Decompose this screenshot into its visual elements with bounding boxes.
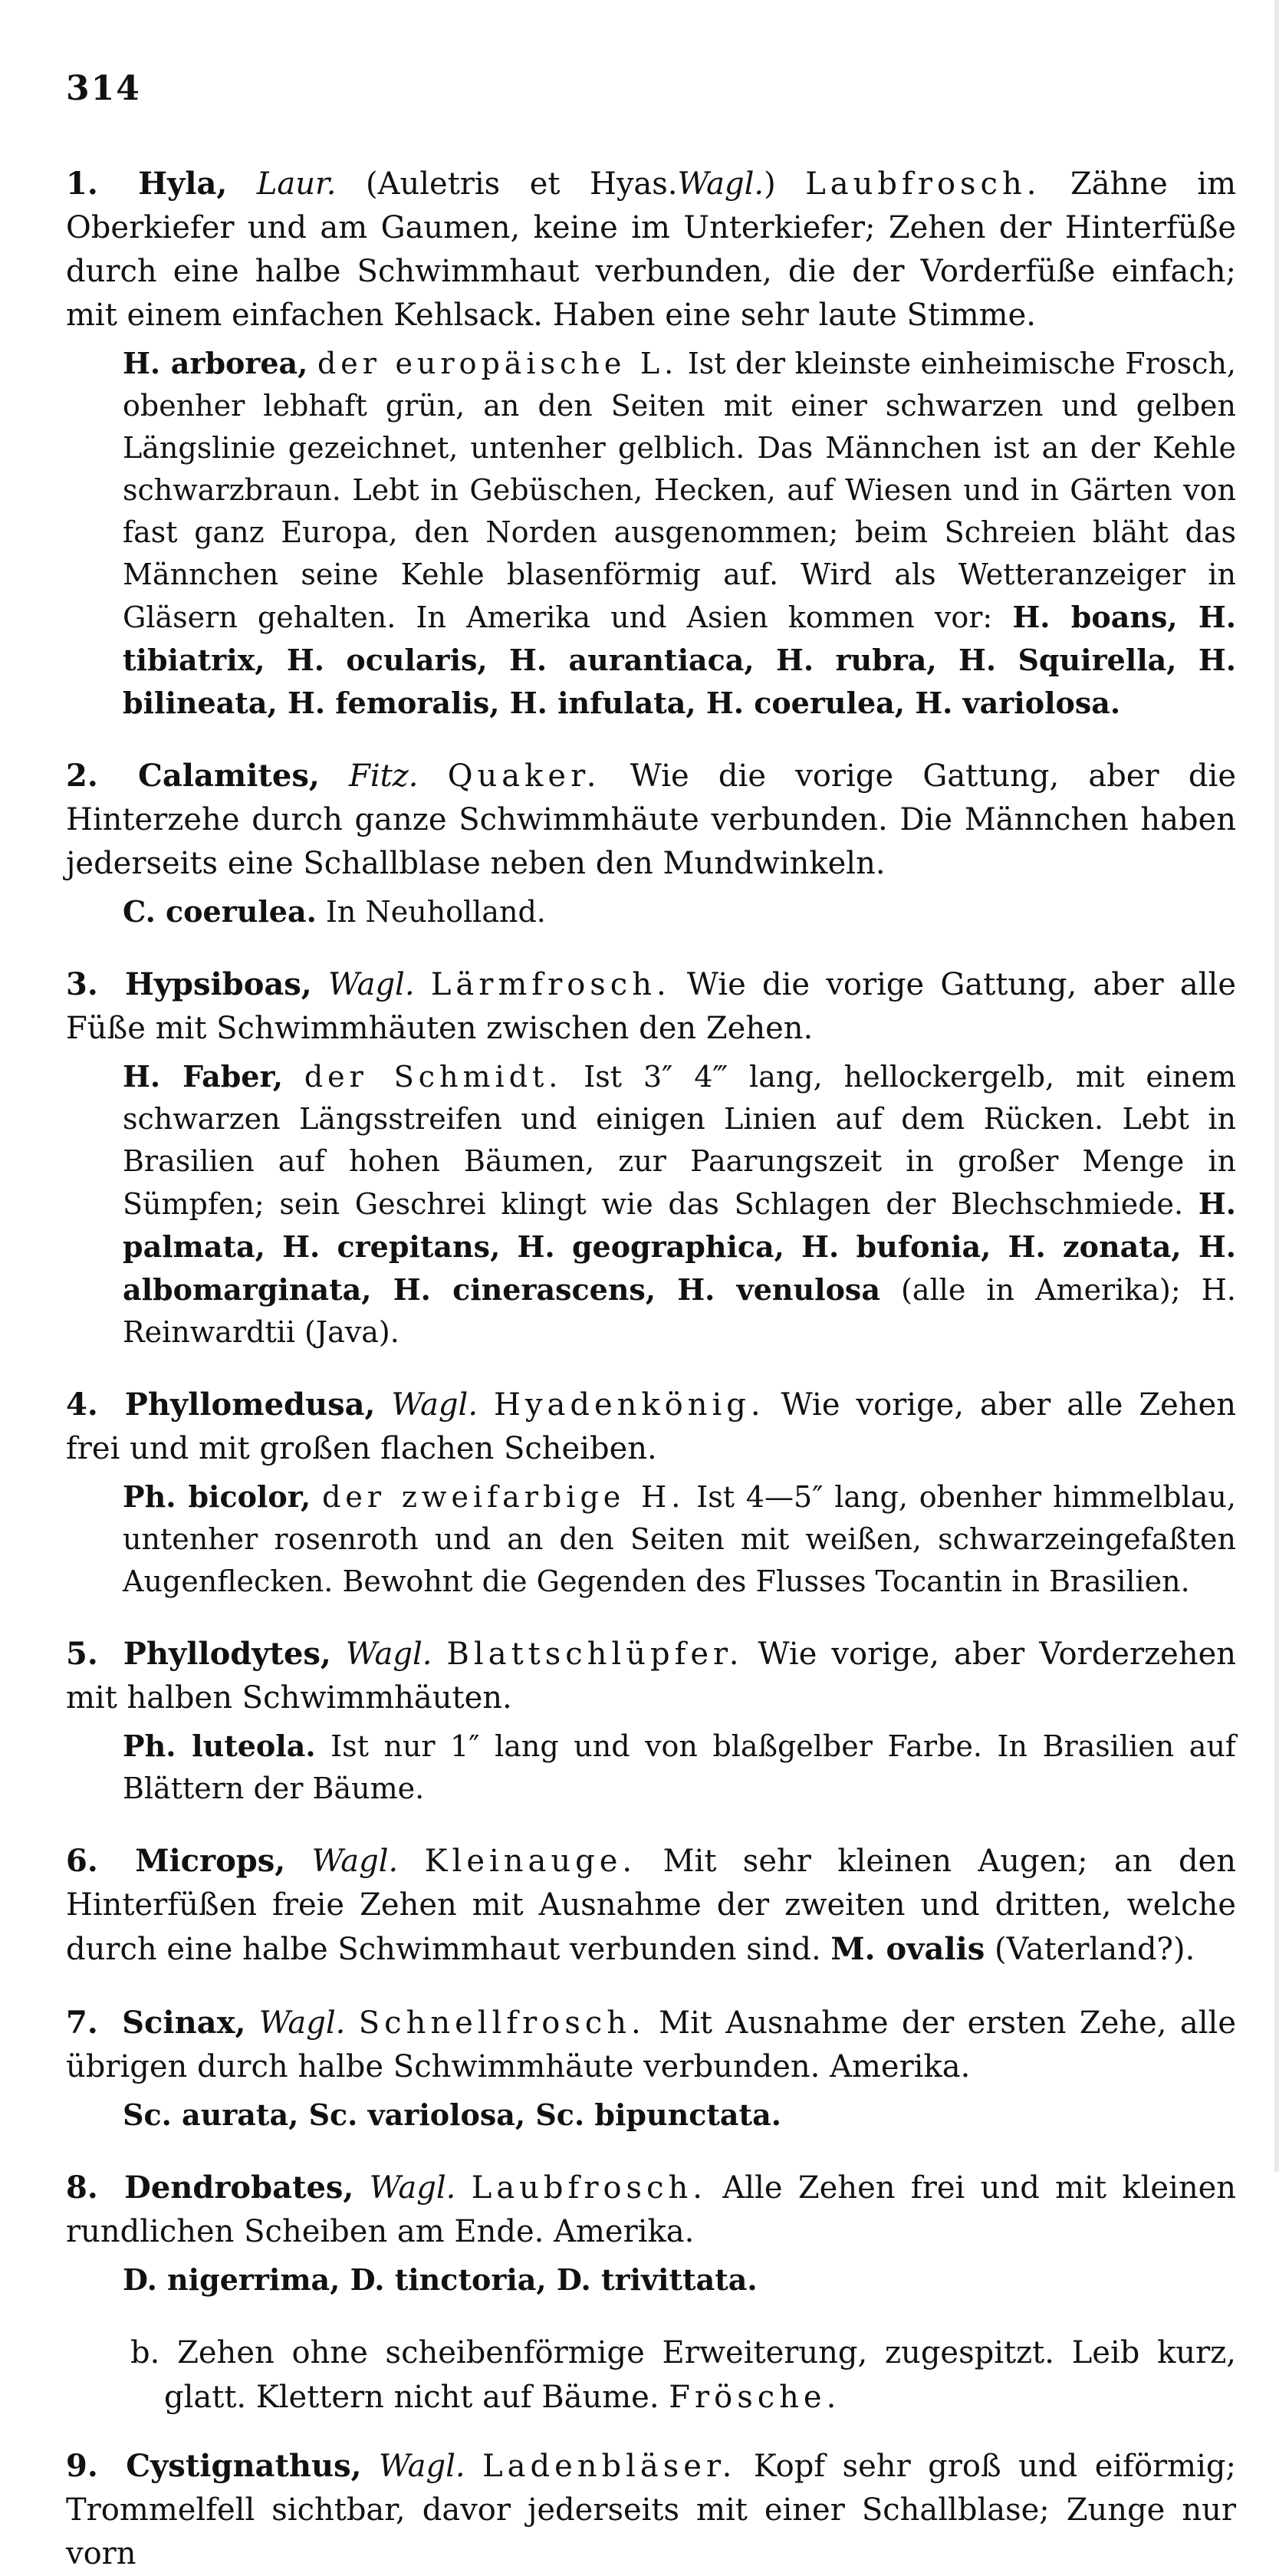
- genus-name: Hypsiboas,: [125, 966, 312, 1002]
- genus-entry-phyllomedusa: [66, 1383, 1236, 1603]
- species-paragraph: [66, 342, 1236, 725]
- genus-name: Calamites,: [138, 758, 320, 794]
- page-edge-shadow: [1274, 0, 1279, 2172]
- species-paragraph: [66, 2094, 1236, 2137]
- genus-author: Wagl.: [345, 1637, 432, 1672]
- genus-author: Wagl.: [369, 2170, 456, 2206]
- entry-number: 6.: [66, 1843, 98, 1879]
- genus-name: Hyla,: [138, 166, 228, 202]
- species-paragraph: [66, 1055, 1236, 1354]
- species-common-name: der europäische L.: [317, 347, 679, 380]
- species-paragraph: [66, 1725, 1236, 1810]
- entry-number: 8.: [66, 2170, 98, 2206]
- species-name: Ph. bicolor,: [123, 1479, 311, 1514]
- inline-species-note: (Vaterland?).: [995, 1932, 1195, 1967]
- inline-species-name: M. ovalis: [830, 1931, 985, 1967]
- genus-entry-phyllodytes: [66, 1632, 1236, 1810]
- subsection-common-name: Frösche.: [669, 2380, 841, 2415]
- subsection-text: Zehen ohne scheibenförmige Erweiterung, zugespitzt. Leib kurz, glatt. Klettern nicht auf Bäume.: [164, 2335, 1237, 2415]
- genus-paragraph: [66, 1632, 1236, 1720]
- species-paragraph: [66, 1476, 1236, 1603]
- species-common-name: der zweifarbige H.: [322, 1480, 686, 1514]
- genus-entry-scinax: [66, 2001, 1236, 2137]
- genus-author: Wagl.: [379, 2449, 465, 2484]
- species-name: H. arborea,: [123, 346, 308, 380]
- common-name: Laubfrosch.: [805, 166, 1041, 202]
- entry-number: 1.: [66, 166, 98, 202]
- genus-paragraph: [66, 162, 1236, 337]
- species-list: Sc. aurata, Sc. variolosa, Sc. bipunctata.: [123, 2097, 781, 2132]
- genus-author: Wagl.: [258, 2005, 346, 2041]
- genus-entry-hyla: [66, 162, 1236, 725]
- species-description: Ist nur 1″ lang und von blaßgelber Farbe. In Brasilien auf Blättern der Bäume.: [123, 1729, 1236, 1805]
- genus-name: Cystignathus,: [126, 2448, 362, 2484]
- synonym-close: ): [764, 166, 776, 202]
- genus-description: Mit sehr kleinen Augen; an den Hinterfüßen freie Zehen mit Ausnahme der zweiten und dritten, welche durch eine halbe Schwimmhaut verbunden sind.: [66, 1844, 1237, 1967]
- species-description: In Neuholland.: [325, 895, 546, 929]
- species-list: H. boans, H. tibiatrix, H. ocularis, H. aurantiaca, H. rubra, H. Squirella, H. bilineata, H. femoralis, H. infulata, H. coerulea, H. variolosa.: [123, 600, 1236, 720]
- species-description: Ist 3″ 4‴ lang, hellockergelb, mit einem schwarzen Längsstreifen und einigen Linien auf dem Rücken. Lebt in Brasilien auf hohen Bäumen, zur Paarungszeit in großer Menge in Sümpfen; sein Geschrei klingt wie das Schlagen der Blechschmiede.: [123, 1060, 1236, 1221]
- genus-entry-microps: [66, 1839, 1236, 1972]
- page-number: 314: [66, 69, 141, 108]
- genus-name: Microps,: [135, 1843, 286, 1879]
- genus-name: Scinax,: [122, 2005, 246, 2041]
- genus-entry-hypsiboas: [66, 962, 1236, 1354]
- genus-description: Kopf sehr groß und eiförmig; Trommelfell sichtbar, davor jederseits mit einer Schallblase; Zunge nur vorn: [66, 2449, 1236, 2571]
- genus-author: Laur.: [256, 166, 337, 202]
- genus-paragraph: [66, 1383, 1236, 1471]
- genus-description: Wie vorige, aber alle Zehen frei und mit großen flachen Scheiben.: [66, 1387, 1237, 1466]
- entry-number: 7.: [66, 2005, 98, 2041]
- genus-author: Fitz.: [349, 758, 419, 794]
- genus-description: Mit Ausnahme der ersten Zehe, alle übrigen durch halbe Schwimmhäute verbunden. Amerika.: [66, 2005, 1236, 2084]
- genus-name: Dendrobates,: [124, 2170, 354, 2206]
- genus-description: Wie die vorige Gattung, aber alle Füße mit Schwimmhäuten zwischen den Zehen.: [66, 967, 1237, 1046]
- entry-number: 5.: [66, 1636, 98, 1672]
- entry-number: 9.: [66, 2448, 98, 2484]
- common-name: Quaker.: [447, 758, 601, 794]
- genus-name: Phyllomedusa,: [124, 1387, 376, 1423]
- common-name: Kleinauge.: [424, 1844, 637, 1879]
- common-name: Ladenbläser.: [482, 2449, 737, 2484]
- genus-description: Wie vorige, aber Vorderzehen mit halben Schwimmhäuten.: [66, 1637, 1237, 1716]
- common-name: Schnellfrosch.: [358, 2005, 646, 2041]
- genus-paragraph: [66, 2001, 1236, 2089]
- genus-description: Zähne im Oberkiefer und am Gaumen, keine im Unterkiefer; Zehen der Hinterfüße durch eine halbe Schwimmhaut verbunden, die der Vorderfüße einfach; mit einem einfachen Kehlsack. Haben eine sehr laute Stimme.: [66, 166, 1236, 333]
- genus-paragraph: [66, 2166, 1236, 2254]
- species-name: C. coerulea.: [123, 894, 317, 929]
- species-name: Ph. luteola.: [123, 1729, 316, 1763]
- genus-author: Wagl.: [327, 967, 415, 1002]
- species-description: Ist 4—5″ lang, obenher himmelblau, untenher rosenroth und an den Seiten mit weißen, schwarzeingefaßten Augenflecken. Bewohnt die Gegenden des Flusses Tocantin in Brasilien.: [123, 1480, 1236, 1598]
- genus-author: Wagl.: [391, 1387, 478, 1423]
- entry-number: 3.: [66, 966, 98, 1002]
- genus-author: Wagl.: [311, 1844, 399, 1879]
- synonym-open: (Auletris et Hyas.: [365, 166, 678, 202]
- entry-number: 2.: [66, 758, 98, 794]
- genus-paragraph: [66, 754, 1236, 886]
- common-name: Hyadenkönig.: [494, 1387, 765, 1423]
- genus-entry-dendrobates: [66, 2166, 1236, 2301]
- common-name: Blattschlüpfer.: [446, 1637, 744, 1672]
- synonym-author: Wagl.: [677, 166, 764, 202]
- subsection-b: [66, 2331, 1236, 2420]
- species-description: Ist der kleinste einheimische Frosch, obenher lebhaft grün, an den Seiten mit einer schwarzen und gelben Längslinie gezeichnet, untenher gelblich. Das Männchen ist an der Kehle schwarzbraun. Lebt in Gebüschen, Hecken, auf Wiesen und in Gärten von fast ganz Europa, den Norden ausgenommen; beim Schreien bläht das Männchen seine Kehle blasenförmig auf. Wird als Wetteranzeiger in Gläsern gehalten. In Amerika und Asien kommen vor:: [123, 347, 1236, 634]
- common-name: Lärmfrosch.: [430, 967, 671, 1002]
- species-paragraph: [66, 890, 1236, 933]
- genus-entry-calamites: [66, 754, 1236, 933]
- species-common-name: der Schmidt.: [304, 1060, 563, 1094]
- species-note: (alle in Amerika); H. Reinwardtii (Java).: [123, 1273, 1236, 1349]
- genus-name: Phyllodytes,: [123, 1636, 331, 1672]
- genus-paragraph: [66, 2444, 1236, 2576]
- species-list: D. nigerrima, D. tinctoria, D. trivittata.: [123, 2262, 758, 2297]
- entry-number: 4.: [66, 1387, 98, 1423]
- genus-paragraph: [66, 1839, 1236, 1972]
- genus-paragraph: [66, 962, 1236, 1051]
- common-name: Laubfrosch.: [471, 2170, 707, 2206]
- genus-description: Wie die vorige Gattung, aber die Hinterzehe durch ganze Schwimmhäute verbunden. Die Männchen haben jederseits eine Schallblase neben den Mundwinkeln.: [66, 758, 1237, 881]
- subsection-label: b.: [130, 2335, 160, 2370]
- species-paragraph: [66, 2259, 1236, 2301]
- species-list: H. palmata, H. crepitans, H. geographica, H. bufonia, H. zonata, H. albomarginata, H. cinerascens, H. venulosa: [123, 1186, 1236, 1307]
- species-name: H. Faber,: [123, 1059, 283, 1094]
- genus-entry-cystignathus: [66, 2444, 1236, 2576]
- genus-description: Alle Zehen frei und mit kleinen rundlichen Scheiben am Ende. Amerika.: [66, 2170, 1237, 2249]
